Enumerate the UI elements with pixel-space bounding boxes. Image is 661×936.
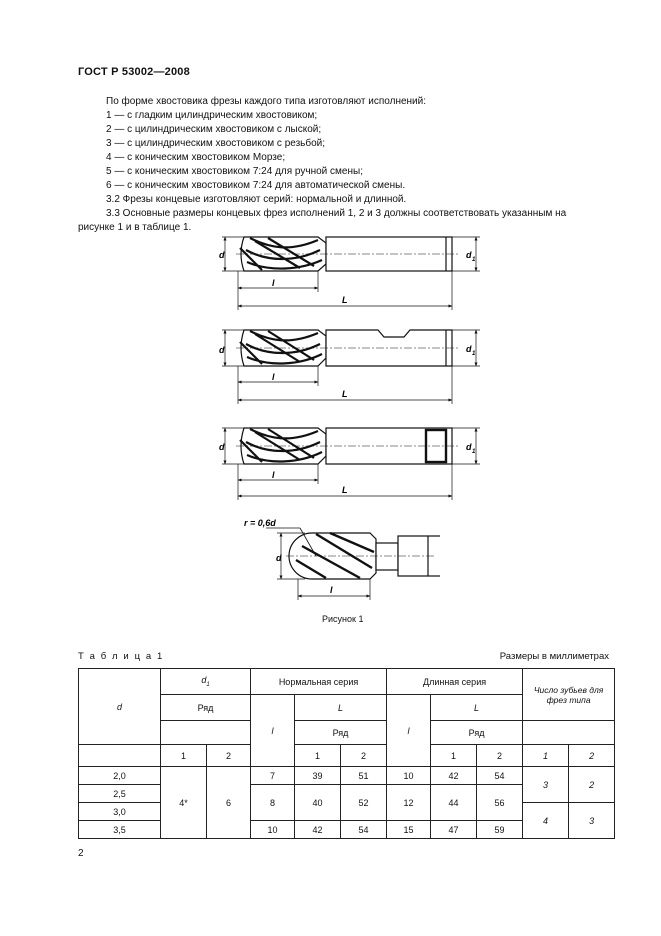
paragraph-line: По форме хвостовика фрезы каждого типа изготовляют исполнений:	[106, 96, 427, 107]
label-d1-sub: 1	[472, 449, 476, 455]
header-d: d	[79, 669, 161, 745]
cell-d: 3,0	[79, 803, 161, 821]
label-L: L	[342, 389, 348, 399]
cell-long-L1: 47	[431, 821, 477, 839]
label-l: l	[272, 278, 275, 288]
cell-normal-L2: 51	[341, 767, 387, 785]
paragraph-line: 4 — с коническим хвостовиком Морзе;	[106, 152, 286, 163]
header-d1: $d_1$	[161, 669, 251, 695]
label-L: L	[342, 295, 348, 305]
header-d1-row-2: 2	[207, 745, 251, 767]
cell-long-l: 15	[387, 821, 431, 839]
cell-d: 2,0	[79, 767, 161, 785]
cell-normal-L2: 54	[341, 821, 387, 839]
cutter-version-2	[236, 330, 460, 366]
label-d: d	[219, 345, 225, 355]
header-d1-row-1: 1	[161, 745, 207, 767]
cell-teeth-1: 3	[523, 767, 569, 803]
label-d1: d	[466, 250, 472, 260]
table-row	[79, 767, 615, 785]
label-d: d	[276, 553, 282, 563]
table-label: Т а б л и ц а 1	[78, 651, 164, 662]
label-r: r = 0,6d	[244, 518, 276, 528]
header-long-series: Длинная серия	[387, 669, 523, 695]
header-spacer	[161, 721, 251, 745]
header-normal-L-2: 2	[341, 745, 387, 767]
cell-normal-L1: 39	[295, 767, 341, 785]
cell-d1-r1: 4*	[161, 767, 207, 839]
header-row-series: Ряд	[161, 695, 251, 721]
header-teeth-type-2: 2	[569, 745, 615, 767]
header-long-L-1: 1	[431, 745, 477, 767]
cell-d: 2,5	[79, 785, 161, 803]
header-normal-L-1: 1	[295, 745, 341, 767]
cell-teeth-2: 2	[569, 767, 615, 803]
cell-normal-L1: 40	[295, 785, 341, 821]
cell-normal-L1: 42	[295, 821, 341, 839]
paragraph-line: 5 — с коническим хвостовиком 7:24 для ручной смены;	[106, 166, 363, 177]
label-L: L	[342, 485, 348, 495]
label-d1-sub: 1	[472, 257, 476, 263]
cell-long-l: 12	[387, 785, 431, 821]
cell-long-l: 10	[387, 767, 431, 785]
cell-long-L2: 59	[477, 821, 523, 839]
header-normal-l: l	[251, 695, 295, 767]
page-number: 2	[78, 848, 84, 859]
label-l: l	[272, 470, 275, 480]
paragraph-line: 1 — с гладким цилиндрическим хвостовиком;	[106, 110, 318, 121]
paragraph-line: 3.2 Фрезы концевые изготовляют серий: нормальной и длинной.	[106, 194, 407, 205]
header-normal-L: L	[295, 695, 387, 721]
header-normal-series: Нормальная серия	[251, 669, 387, 695]
label-d: d	[219, 250, 225, 260]
dimensions-table	[78, 668, 615, 839]
ball-nose-cutter	[266, 528, 440, 579]
paragraph-line: 3 — с цилиндрическим хвостовиком с резьбой;	[106, 138, 326, 149]
header-teeth-type-1: 1	[523, 745, 569, 767]
paragraph-line: рисунке 1 и в таблице 1.	[78, 222, 192, 233]
cell-long-L2: 54	[477, 767, 523, 785]
label-d1: d	[466, 442, 472, 452]
cell-normal-l: 7	[251, 767, 295, 785]
header-long-l: l	[387, 695, 431, 767]
header-teeth: Число зубьев для фрез типа	[523, 669, 615, 721]
cell-d: 3,5	[79, 821, 161, 839]
header-normal-row-series: Ряд	[295, 721, 387, 745]
label-d: d	[219, 442, 225, 452]
dim-lines-cutter-3	[222, 428, 480, 500]
paragraph-line: 3.3 Основные размеры концевых фрез исполнений 1, 2 и 3 должны соответствовать указанным на	[106, 208, 567, 219]
dim-lines-cutter-2	[222, 330, 480, 404]
header-long-L: L	[431, 695, 523, 721]
label-d1: d	[466, 344, 472, 354]
document-header: ГОСТ Р 53002—2008	[78, 66, 190, 78]
cell-long-L1: 42	[431, 767, 477, 785]
cell-normal-l: 8	[251, 785, 295, 821]
figure-caption: Рисунок 1	[322, 614, 364, 624]
header-long-row-series: Ряд	[431, 721, 523, 745]
header-spacer	[79, 745, 161, 767]
paragraph-line: 2 — с цилиндрическим хвостовиком с лыской;	[106, 124, 322, 135]
cell-d1-r2: 6	[207, 767, 251, 839]
label-d1-sub: 1	[472, 351, 476, 357]
paragraph-line: 6 — с коническим хвостовиком 7:24 для автоматической смены.	[106, 180, 406, 191]
cell-long-L1: 44	[431, 785, 477, 821]
label-l: l	[272, 372, 275, 382]
cell-normal-L2: 52	[341, 785, 387, 821]
header-spacer	[523, 721, 615, 745]
header-long-L-2: 2	[477, 745, 523, 767]
table-units: Размеры в миллиметрах	[499, 651, 609, 662]
cell-teeth-2: 3	[569, 803, 615, 839]
label-l: l	[330, 585, 333, 595]
cell-teeth-1: 4	[523, 803, 569, 839]
cell-normal-l: 10	[251, 821, 295, 839]
dim-lines-cutter-1	[222, 237, 480, 310]
cutter-version-1	[236, 237, 460, 271]
dim-lines-ball-nose	[277, 533, 370, 600]
body-text	[78, 95, 618, 235]
cutter-version-3	[236, 428, 460, 464]
cell-long-L2: 56	[477, 785, 523, 821]
